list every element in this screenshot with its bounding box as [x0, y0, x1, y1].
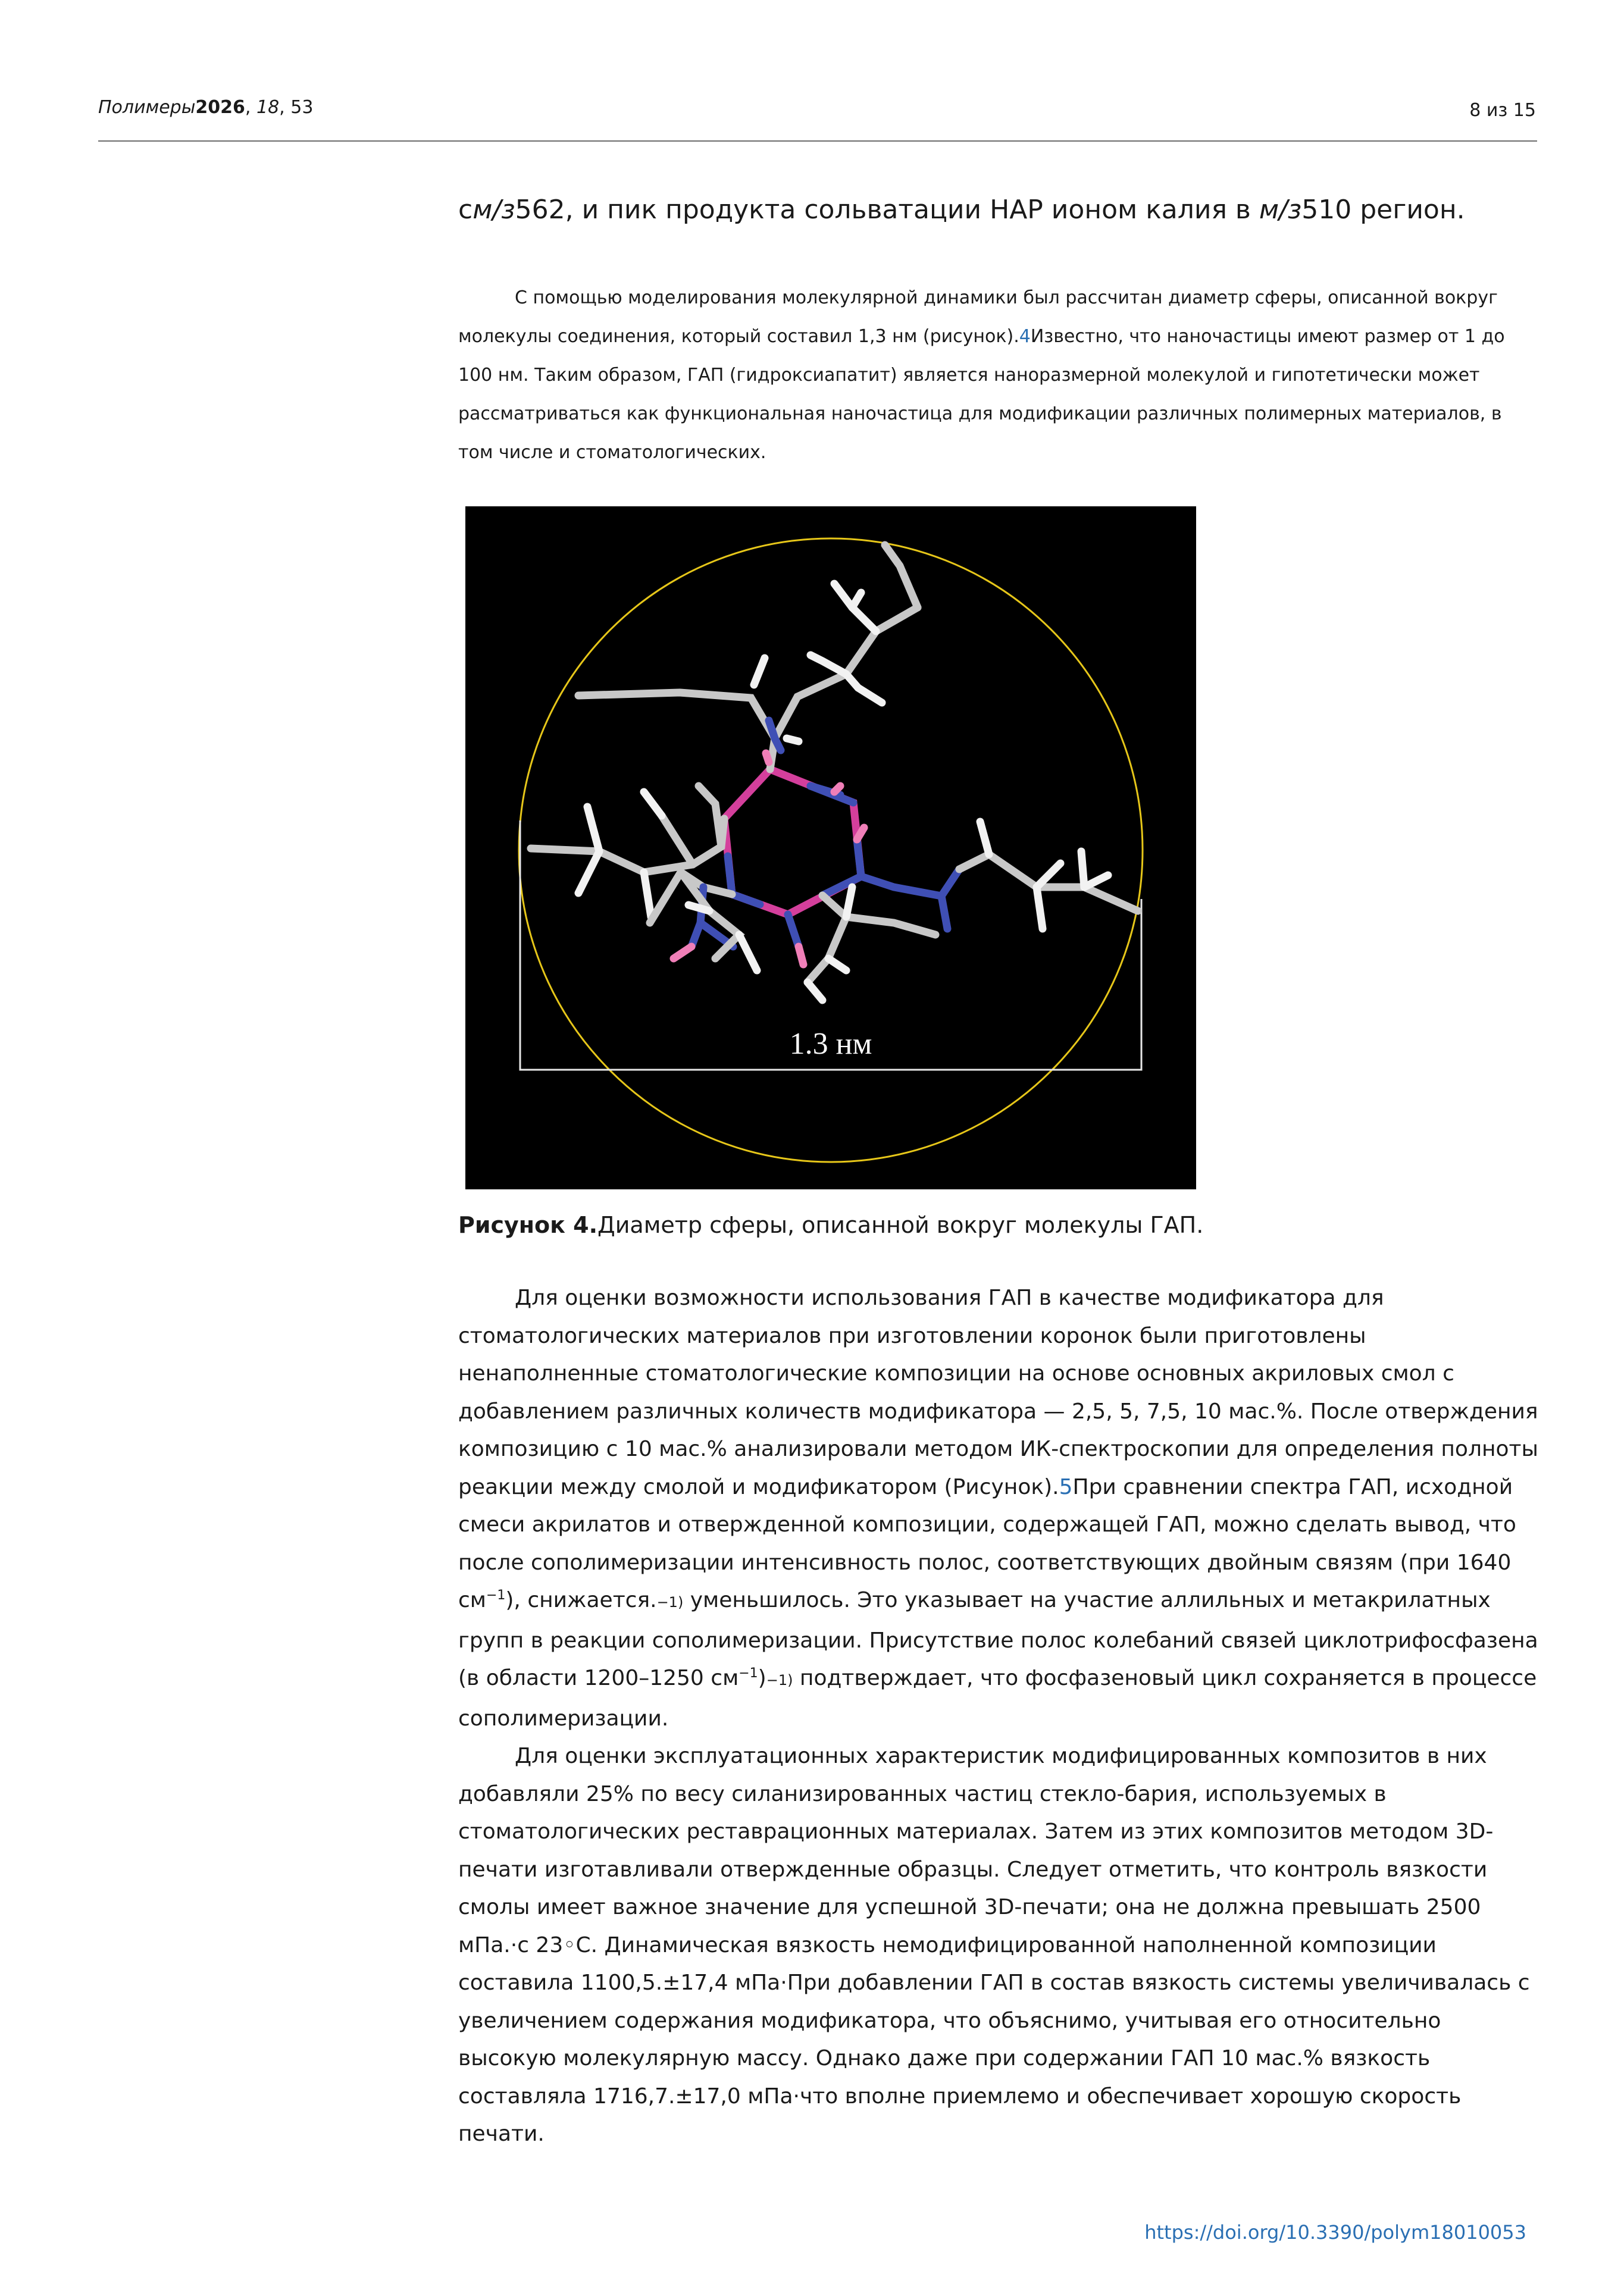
caption-text: Диаметр сферы, описанной вокруг молекулы ГАП.: [597, 1212, 1204, 1238]
article-number: 53: [290, 97, 314, 118]
caption-label: Рисунок 4.: [458, 1212, 598, 1238]
running-header: Полимеры2026, 18, 53: [98, 97, 314, 118]
molecule-image: [465, 506, 1196, 1189]
journal-name: Полимеры: [98, 97, 196, 118]
header-rule: [98, 140, 1537, 142]
reference-link-4[interactable]: 4: [1019, 326, 1031, 347]
page-number: 8 из 15: [1469, 100, 1536, 121]
scale-label: 1.3 нм: [789, 1027, 872, 1061]
journal-volume: 18: [256, 97, 280, 118]
paragraph-viscosity: Для оценки эксплуатационных характеристик модифицированных композитов в них добавляли 25% по весу силанизированных частиц стекло-бария, используемых в стоматологических реставрационных материалах. Затем из этих композитов методом 3D-печати изготавливали отвержденные образцы. Следует отметить, что контроль вязкости смолы имеет важное значение для успешной 3D-печати; она не должна превышать 2500 мПа.·с 23◦С. Динамическая вязкость немодифицированной наполненной композиции составила 1100,5.±17,4 мПа·При добавлении ГАП в состав вязкость системы увеличивалась с увеличением содержания модификатора, что объяснимо, учитывая его относительно высокую молекулярную массу. Однако даже при содержании ГАП 10 мас.% вязкость составляла 1716,7.±17,0 мПа·что вполне приемлемо и обеспечивает хорошую скорость печати.: [458, 1744, 1530, 2146]
journal-year: 2026: [195, 97, 245, 118]
reference-link-5[interactable]: 5: [1059, 1474, 1073, 1499]
paragraph-sphere-diameter: С помощью моделирования молекулярной динамики был рассчитан диаметр сферы, описанной вокруг молекулы соединения, который составил 1,3 нм (рисунок).4Известно, что наночастицы имеют размер от 1 до 100 нм. Таким образом, ГАП (гидроксиапатит) является наноразмерной молекулой и гипотетически может рассматриваться как функциональная наночастица для модификации различных полимерных материалов, в том числе и стоматологических.: [458, 287, 1505, 463]
paragraph-ir-analysis: Для оценки возможности использования ГАП в качестве модификатора для стоматологических материалов при изготовлении коронок были приготовлены ненаполненные стоматологические композиции на основе основных акриловых смол с добавлением различных количеств модификатора — 2,5, 5, 7,5, 10 мас.%. После отверждения композицию с 10 мас.% анализировали методом ИК-спектроскопии для определения полноты реакции между смолой и модификатором (Рисунок).5При сравнении спектра ГАП, исходной смеси акрилатов и отвержденной композиции, содержащей ГАП, можно сделать вывод, что после сополимеризации интенсивность полос, соответствующих двойным связям (при 1640 $см^{-1}$), снижается.−1) уменьшилось. Это указывает на участие аллильных и метакрилатных групп в реакции сополимеризации. Присутствие полос колебаний связей циклотрифосфазена (в области 1200–1250 $см^{-1})-1$) подтверждает, что фосфазеновый цикл сохраняется в процессе сополимеризации.: [458, 1286, 1538, 1731]
main-text: [458, 1279, 1541, 2153]
figure-caption: [458, 1212, 1203, 1238]
continuation-line: см/з562, и пик продукта сольватации НАР ионом калия в м/з510 регион.: [458, 195, 1465, 225]
molecule-figure: [465, 506, 1196, 1189]
doi-link[interactable]: https://doi.org/10.3390/polym18010053: [1144, 2221, 1526, 2244]
